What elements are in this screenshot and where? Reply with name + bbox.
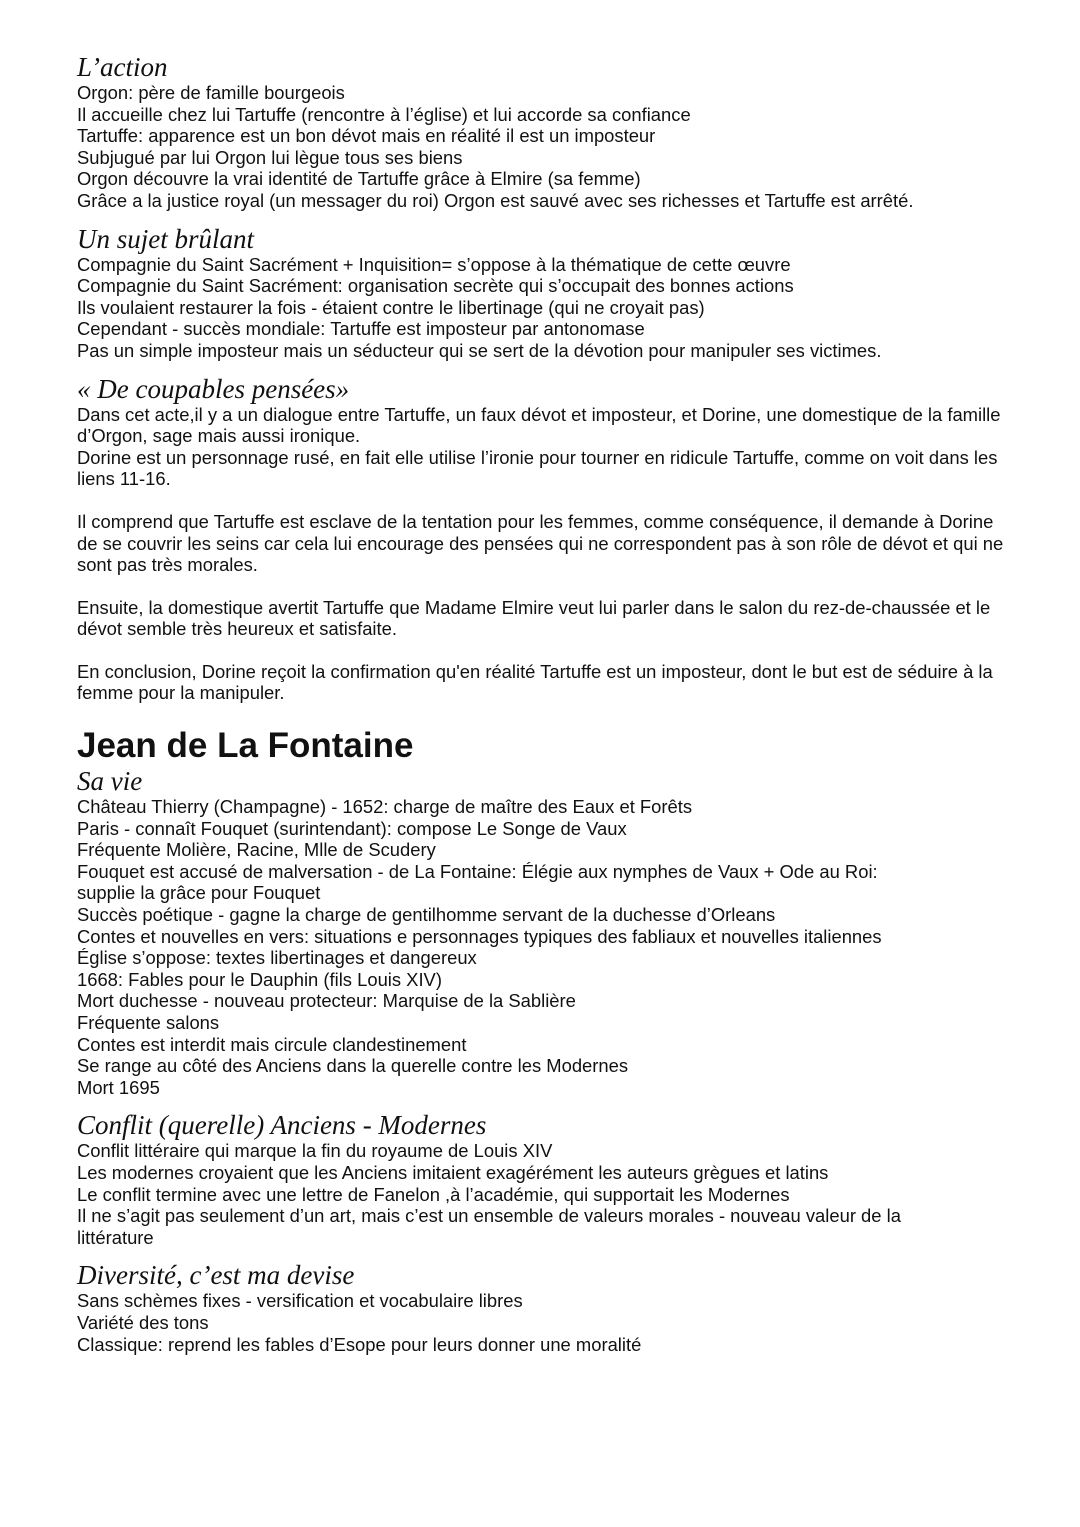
text-line: Tartuffe: apparence est un bon dévot mais en réalité il est un imposteur — [77, 125, 656, 147]
paragraph: Il comprend que Tartuffe est esclave de la tentation pour les femmes, comme conséquence, il demande à Dorine de se couvrir les seins car cela lui encourage des pensées qui ne correspondent pas à son rôle de dévot et qui ne sont pas très morales. — [77, 510, 1004, 576]
text-line: littérature — [77, 1226, 154, 1248]
text-line: Les modernes croyaient que les Anciens imitaient exagérément les auteurs grègues et latins — [77, 1161, 829, 1183]
section-title-action: L’action — [77, 52, 168, 82]
sujet-text — [77, 254, 1017, 362]
text-line: Mort duchesse - nouveau protecteur: Marquise de la Sablière — [77, 990, 576, 1012]
text-line: Contes et nouvelles en vers: situations e personnages typiques des fabliaux et nouvelles italiennes — [77, 925, 882, 947]
text-line: Contes est interdit mais circule clandestinement — [77, 1033, 467, 1055]
text-line: Fréquente salons — [77, 1012, 220, 1033]
section-title-diversite: Diversité, c’est ma devise — [77, 1260, 355, 1291]
text-line: Il accueille chez lui Tartuffe (rencontre à l’église) et lui accorde sa confiance — [77, 103, 691, 125]
text-line: Fréquente Molière, Racine, Mlle de Scudery — [77, 839, 436, 861]
text-line: Variété des tons — [77, 1311, 209, 1333]
text-line: Fouquet est accusé de malversation - de La Fontaine: Élégie aux nymphes de Vaux + Ode au Roi: — [77, 860, 878, 882]
paragraph: En conclusion, Dorine reçoit la confirmation qu'en réalité Tartuffe est un imposteur, dont le but est de séduire à la femme pour la manipuler. — [77, 660, 993, 704]
document-page — [77, 52, 1017, 1355]
paragraph: Ensuite, la domestique avertit Tartuffe que Madame Elmire veut lui parler dans le salon du rez-de-chaussée et le dévot semble très heureux et satisfaite. — [77, 596, 991, 640]
paragraph: Dans cet acte,il y a un dialogue entre Tartuffe, un faux dévot et imposteur, et Dorine, une domestique de la famille d’Orgon, sage mais aussi ironique. — [77, 403, 1001, 447]
section-title-pensees: « De coupables pensées» — [77, 373, 350, 404]
text-line: Le conflit termine avec une lettre de Fanelon ,à l’académie, qui supportait les Modernes — [77, 1183, 790, 1205]
text-line: Mort 1695 — [77, 1076, 160, 1098]
text-line: Église s’oppose: textes libertinages et dangereux — [77, 947, 477, 969]
text-line: Il ne s’agit pas seulement d’un art, mais c’est un ensemble de valeurs morales - nouveau valeur de la — [77, 1205, 901, 1227]
text-line: Subjugué par lui Orgon lui lègue tous ses biens — [77, 146, 463, 168]
pensees-text — [77, 404, 1017, 705]
text-line: Compagnie du Saint Sacrément: organisation secrète qui s’occupait des bonnes actions — [77, 275, 794, 297]
text-line: Grâce a la justice royal (un messager du roi) Orgon est sauvé avec ses richesses et Tartuffe est arrêté. — [77, 189, 914, 211]
text-line: Château Thierry (Champagne) - 1652: charge de maître des Eaux et Forêts — [77, 796, 693, 818]
section-title-sujet: Un sujet brûlant — [77, 223, 255, 254]
text-line: Conflit littéraire qui marque la fin du royaume de Louis XIV — [77, 1140, 553, 1162]
text-line: Classique: reprend les fables d’Esope pour leurs donner une moralité — [77, 1333, 642, 1355]
paragraph: Dorine est un personnage rusé, en fait elle utilise l’ironie pour tourner en ridicule Tartuffe, comme on voit dans les liens 11-16. — [77, 446, 998, 490]
text-line: Ils voulaient restaurer la fois - étaient contre le libertinage (qui ne croyait pas) — [77, 296, 705, 318]
section-title-conflit: Conflit (querelle) Anciens - Modernes — [77, 1110, 487, 1141]
conflit-text — [77, 1140, 1017, 1248]
text-line: Cependant - succès mondiale: Tartuffe est imposteur par antonomase — [77, 318, 645, 340]
text-line: Compagnie du Saint Sacrément + Inquisition= s’oppose à la thématique de cette œuvre — [77, 253, 791, 275]
text-line: Paris - connaît Fouquet (surintendant): compose Le Songe de Vaux — [77, 817, 627, 839]
action-text — [77, 82, 1017, 212]
text-line: Orgon découvre la vrai identité de Tartuffe grâce à Elmire (sa femme) — [77, 168, 641, 190]
text-line: Succès poétique - gagne la charge de gentilhomme servant de la duchesse d’Orleans — [77, 904, 776, 926]
page-heading: Jean de La Fontaine — [77, 726, 414, 766]
text-line: supplie la grâce pour Fouquet — [77, 882, 321, 904]
text-line: 1668: Fables pour le Dauphin (fils Louis XIV) — [77, 968, 442, 990]
text-line: Se range au côté des Anciens dans la querelle contre les Modernes — [77, 1055, 629, 1077]
vie-text — [77, 796, 1017, 1098]
text-line: Sans schèmes fixes - versification et vocabulaire libres — [77, 1290, 523, 1312]
diversite-text — [77, 1290, 1017, 1355]
text-line: Orgon: père de famille bourgeois — [77, 82, 345, 103]
text-line: Pas un simple imposteur mais un séducteur qui se sert de la dévotion pour manipuler ses victimes. — [77, 339, 882, 361]
section-title-vie: Sa vie — [77, 766, 143, 797]
